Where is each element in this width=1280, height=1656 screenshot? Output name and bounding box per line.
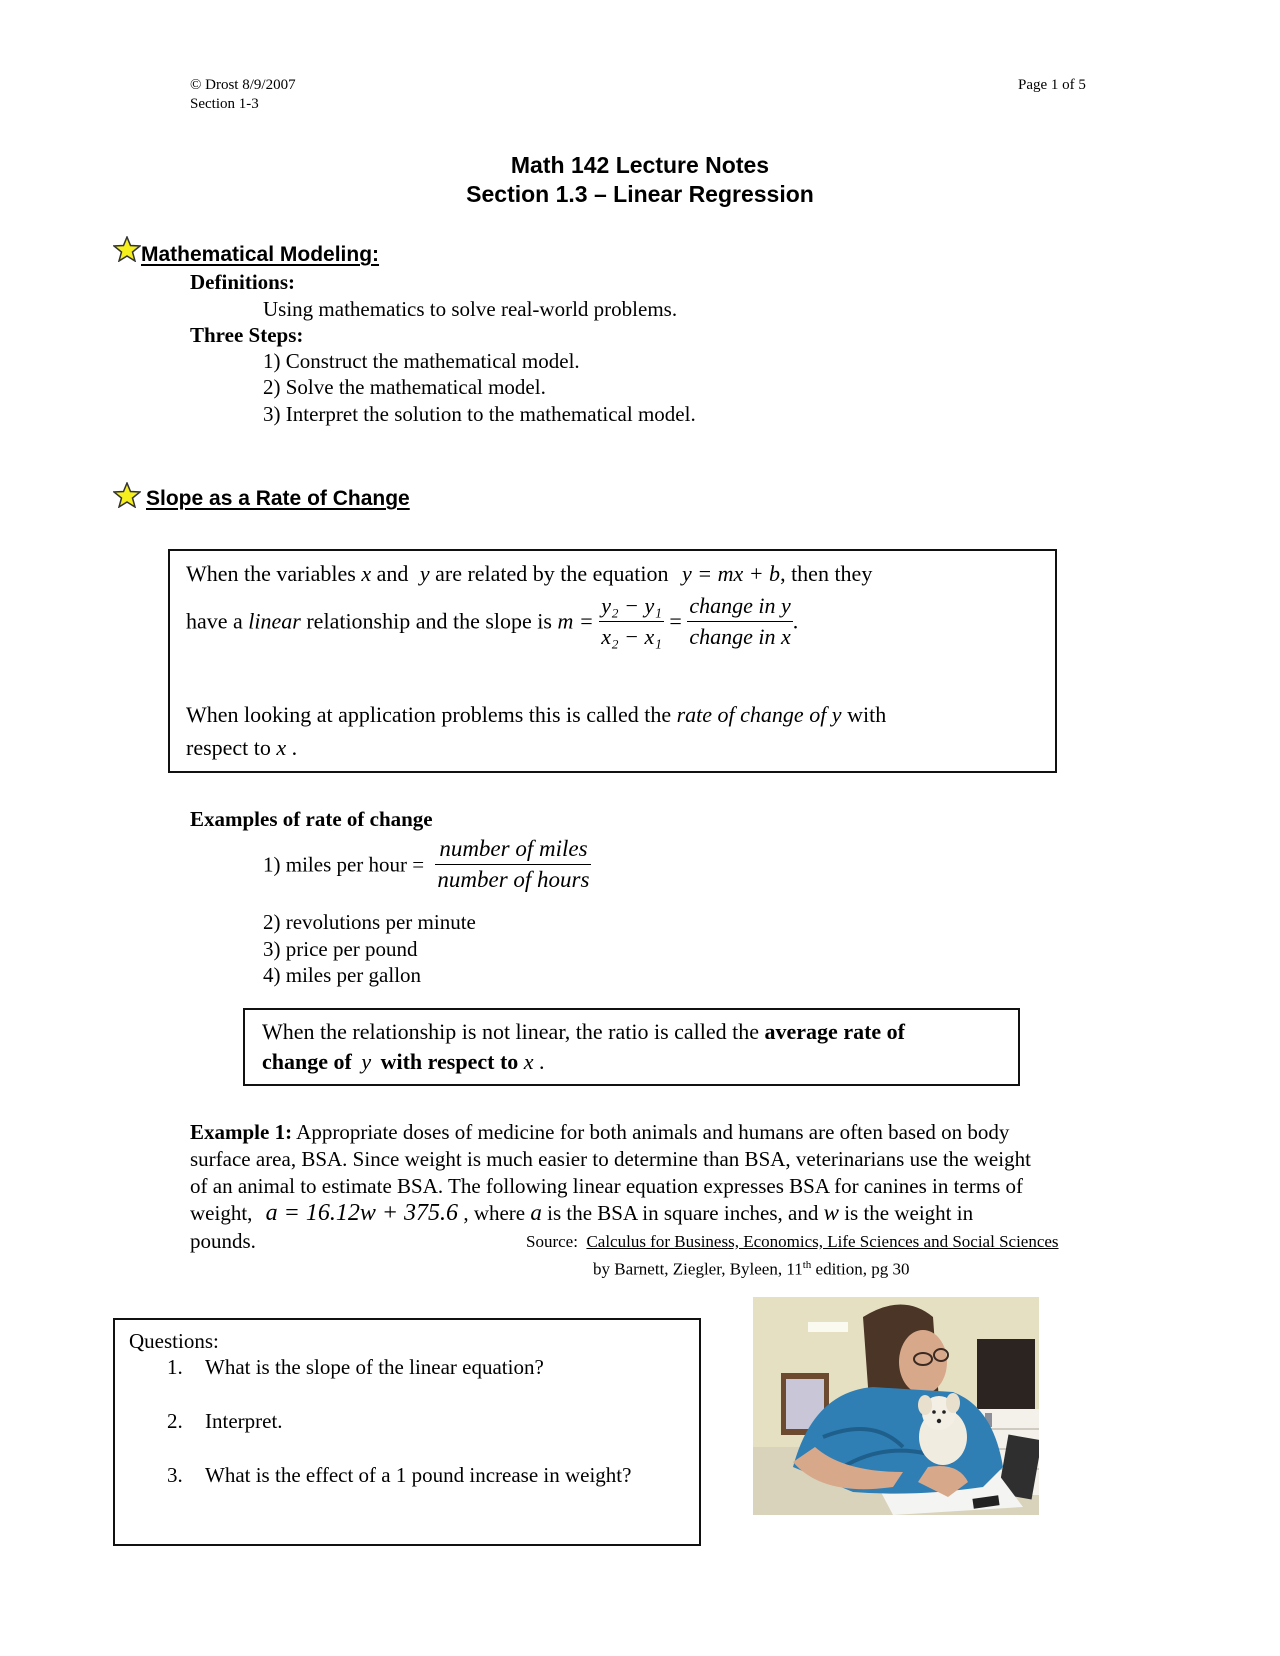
mph-fraction xyxy=(435,836,591,893)
section-heading-modeling: Mathematical Modeling: xyxy=(141,243,380,266)
question-text: What is the slope of the linear equation? xyxy=(205,1355,544,1379)
text: When the relationship is not linear, the ratio is called the xyxy=(262,1019,765,1044)
three-steps-label: Three Steps: xyxy=(190,323,304,347)
example-item: 4) miles per gallon xyxy=(263,963,422,987)
example-item-mph xyxy=(263,836,591,893)
slope-fraction-words xyxy=(687,593,792,650)
var-y: y xyxy=(419,561,430,586)
step-item: 1) Construct the mathematical model. xyxy=(263,349,580,373)
linear-italic: linear xyxy=(248,608,301,634)
text: , then they xyxy=(780,561,873,586)
question-number: 1. xyxy=(167,1355,183,1379)
question-item xyxy=(167,1462,631,1488)
question-text: What is the effect of a 1 pound increase in weight? xyxy=(205,1463,632,1487)
example-label: 1) miles per hour = xyxy=(263,852,425,877)
examples-heading: Examples of rate of change xyxy=(190,807,433,831)
text: is the weight in xyxy=(838,1201,974,1225)
fraction-numerator: number of miles xyxy=(435,836,591,865)
slope-box-line1 xyxy=(186,561,872,587)
fraction-denominator: x₂ − x₁ xyxy=(601,624,662,649)
text: , where xyxy=(458,1201,531,1225)
question-item xyxy=(167,1408,283,1434)
source-book-title: Calculus for Business, Economics, Life Sciences and Social Sciences xyxy=(586,1232,1059,1251)
example1-label: Example 1: xyxy=(190,1120,293,1144)
var-a: a xyxy=(530,1200,542,1225)
text: edition, pg 30 xyxy=(811,1259,910,1279)
average-rate-bold: average rate of xyxy=(764,1019,906,1044)
question-number: 3. xyxy=(167,1463,183,1487)
text: . xyxy=(286,735,298,760)
question-text: Interpret. xyxy=(205,1409,283,1433)
header-section: Section 1-3 xyxy=(190,96,259,112)
slope-box-line3 xyxy=(186,702,886,728)
text: When looking at application problems this is called the xyxy=(186,702,677,727)
page-title: Math 142 Lecture Notes xyxy=(510,152,770,178)
slope-box-line2 xyxy=(186,593,798,650)
header-copyright: © Drost 8/9/2007 xyxy=(190,77,296,93)
var-w: w xyxy=(823,1200,839,1225)
definition-text: Using mathematics to solve real-world problems. xyxy=(263,297,678,321)
average-rate-line1 xyxy=(262,1019,905,1045)
text: are related by the equation xyxy=(429,561,674,586)
text: Appropriate doses of medicine for both animals and humans are often based on body xyxy=(292,1120,1010,1144)
text: have a xyxy=(186,608,249,634)
example1-line1 xyxy=(190,1119,1009,1145)
source-authors xyxy=(593,1255,910,1280)
text: with xyxy=(841,702,887,727)
question-number: 2. xyxy=(167,1409,183,1433)
example-item: 2) revolutions per minute xyxy=(263,910,476,934)
fraction-numerator: change in y xyxy=(687,593,792,622)
var-x: x xyxy=(361,561,372,586)
var-y: y xyxy=(361,1049,372,1074)
example1-line3: of an animal to estimate BSA. The following linear equation expresses BSA for canines in terms of xyxy=(190,1174,1024,1198)
star-icon xyxy=(113,236,141,262)
bsa-equation: a = 16.12w + 375.6 xyxy=(265,1200,459,1226)
source-citation xyxy=(526,1232,1059,1252)
text: When the variables xyxy=(186,561,362,586)
text: by Barnett, Ziegler, Byleen, 11 xyxy=(593,1259,803,1279)
text-bold: change of xyxy=(262,1049,358,1074)
slope-fraction-coordinates xyxy=(599,593,664,650)
equals-sign: = xyxy=(669,608,682,634)
veterinarian-photo xyxy=(753,1297,1039,1515)
rate-of-change-italic: rate of change of y xyxy=(676,702,842,727)
text: relationship and the slope is xyxy=(300,608,558,634)
var-x: x xyxy=(276,735,287,760)
text: and xyxy=(371,561,414,586)
period: . xyxy=(533,1049,545,1074)
average-rate-line2 xyxy=(262,1049,545,1075)
linear-equation: y = mx + b xyxy=(681,561,781,586)
header-page-number: Page 1 of 5 xyxy=(1018,77,1086,93)
example1-line5: pounds. xyxy=(190,1229,256,1253)
step-item: 3) Interpret the solution to the mathematical model. xyxy=(263,402,696,426)
page-subtitle: Section 1.3 – Linear Regression xyxy=(466,181,814,207)
text: weight, xyxy=(190,1201,258,1225)
slope-box-line4 xyxy=(186,735,297,761)
text: is the BSA in square inches, and xyxy=(541,1201,824,1225)
var-x: x xyxy=(523,1049,534,1074)
fraction-numerator: y₂ − y₁ xyxy=(599,593,664,622)
star-icon xyxy=(113,482,141,508)
section-heading-slope: Slope as a Rate of Change xyxy=(146,487,410,510)
question-item xyxy=(167,1354,544,1380)
source-label: Source: xyxy=(526,1232,578,1251)
questions-label: Questions: xyxy=(129,1329,219,1353)
fraction-denominator: change in x xyxy=(689,624,791,649)
step-item: 2) Solve the mathematical model. xyxy=(263,375,546,399)
fraction-denominator: number of hours xyxy=(437,867,590,892)
text-bold: with respect to xyxy=(375,1049,524,1074)
example-item: 3) price per pound xyxy=(263,937,418,961)
example1-line2: surface area, BSA. Since weight is much easier to determine than BSA, veterinarians use the weight xyxy=(190,1147,1031,1171)
photo-illustration xyxy=(753,1297,1039,1515)
example1-line4 xyxy=(190,1200,973,1226)
definitions-label: Definitions: xyxy=(190,270,295,294)
period: . xyxy=(792,608,799,634)
superscript: th xyxy=(802,1259,812,1271)
text: respect to xyxy=(186,735,277,760)
slope-m: m = xyxy=(557,608,594,634)
